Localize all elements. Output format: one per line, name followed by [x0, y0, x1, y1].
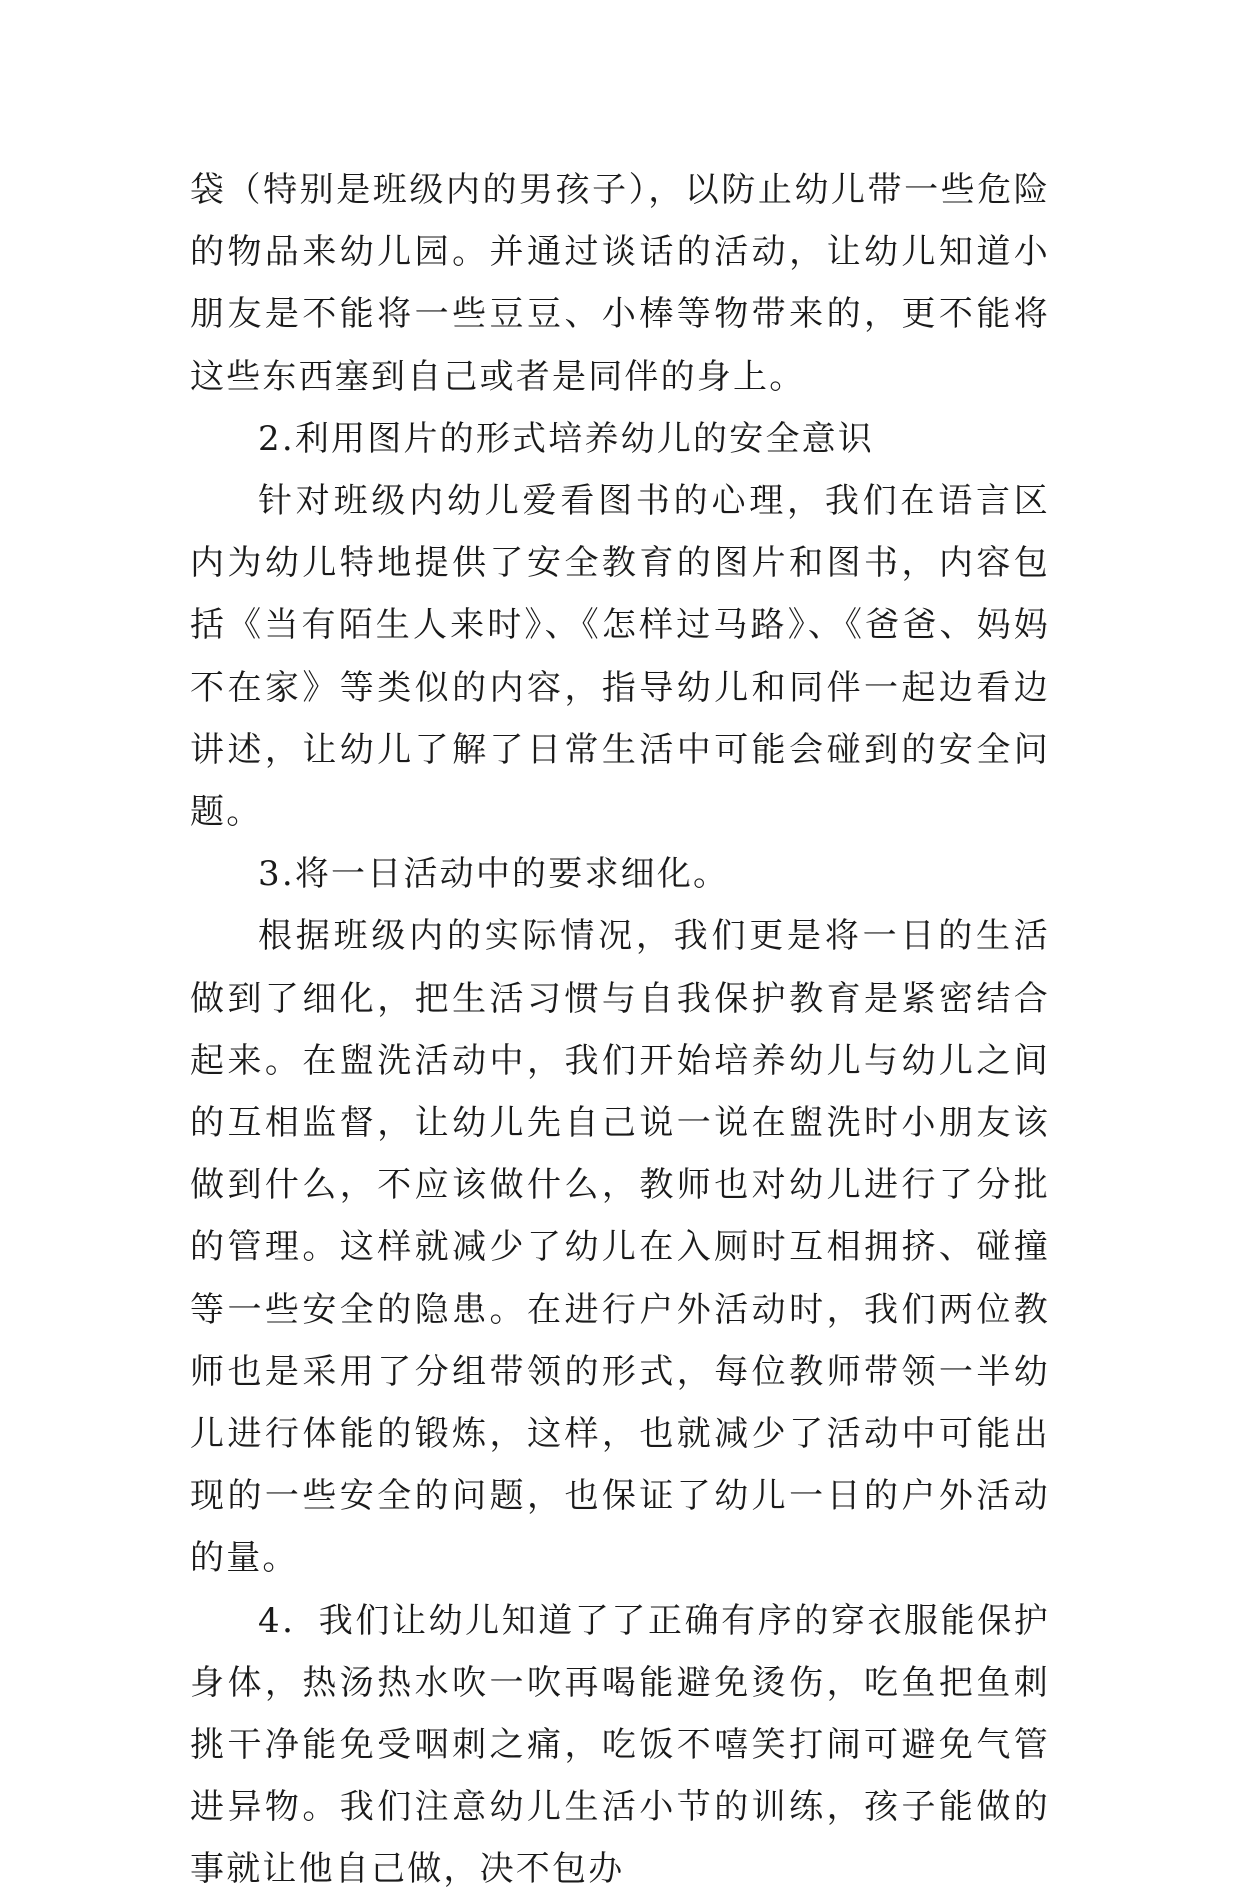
paragraph: 根据班级内的实际情况，我们更是将一日的生活做到了细化，把生活习惯与自我保护教育是紧密结合起来。在盥洗活动中，我们开始培养幼儿与幼儿之间的互相监督，让幼儿先自己说一说在盥洗时小朋友该做到什么，不应该做什么，教师也对幼儿进行了分批的管理。这样就减少了幼儿在入厕时互相拥挤、碰撞等一些安全的隐患。在进行户外活动时，我们两位教师也是采用了分组带领的形式，每位教师带领一半幼儿进行体能的锻炼，这样，也就减少了活动中可能出现的一些安全的问题，也保证了幼儿一日的户外活动的量。 [190, 916, 1050, 1579]
heading-item-2: 2.利用图片的形式培养幼儿的安全意识 [258, 418, 875, 459]
paragraph-continuation: 袋（特别是班级内的男孩子），以防止幼儿带一些危险的物品来幼儿园。并通过谈话的活动，让幼儿知道小朋友是不能将一些豆豆、小棒等物带来的，更不能将这些东西塞到自己或者是同伴的身上。 [190, 170, 1050, 397]
paragraph-item-4: 4．我们让幼儿知道了了正确有序的穿衣服能保护身体，热汤热水吹一吹再喝能避免烫伤，吃鱼把鱼刺挑干净能免受咽刺之痛，吃饭不嘻笑打闹可避免气管进异物。我们注意幼儿生活小节的训练，孩子能做的事就让他自己做，决不包办 [190, 1600, 1050, 1890]
heading-item-3: 3.将一日活动中的要求细化。 [258, 854, 730, 895]
document-body [190, 159, 1050, 1901]
paragraph: 针对班级内幼儿爱看图书的心理，我们在语言区内为幼儿特地提供了安全教育的图片和图书，内容包括《当有陌生人来时》、《怎样过马路》、《爸爸、妈妈不在家》等类似的内容，指导幼儿和同伴一起边看边讲述，让幼儿了解了日常生活中可能会碰到的安全问题。 [190, 481, 1050, 833]
